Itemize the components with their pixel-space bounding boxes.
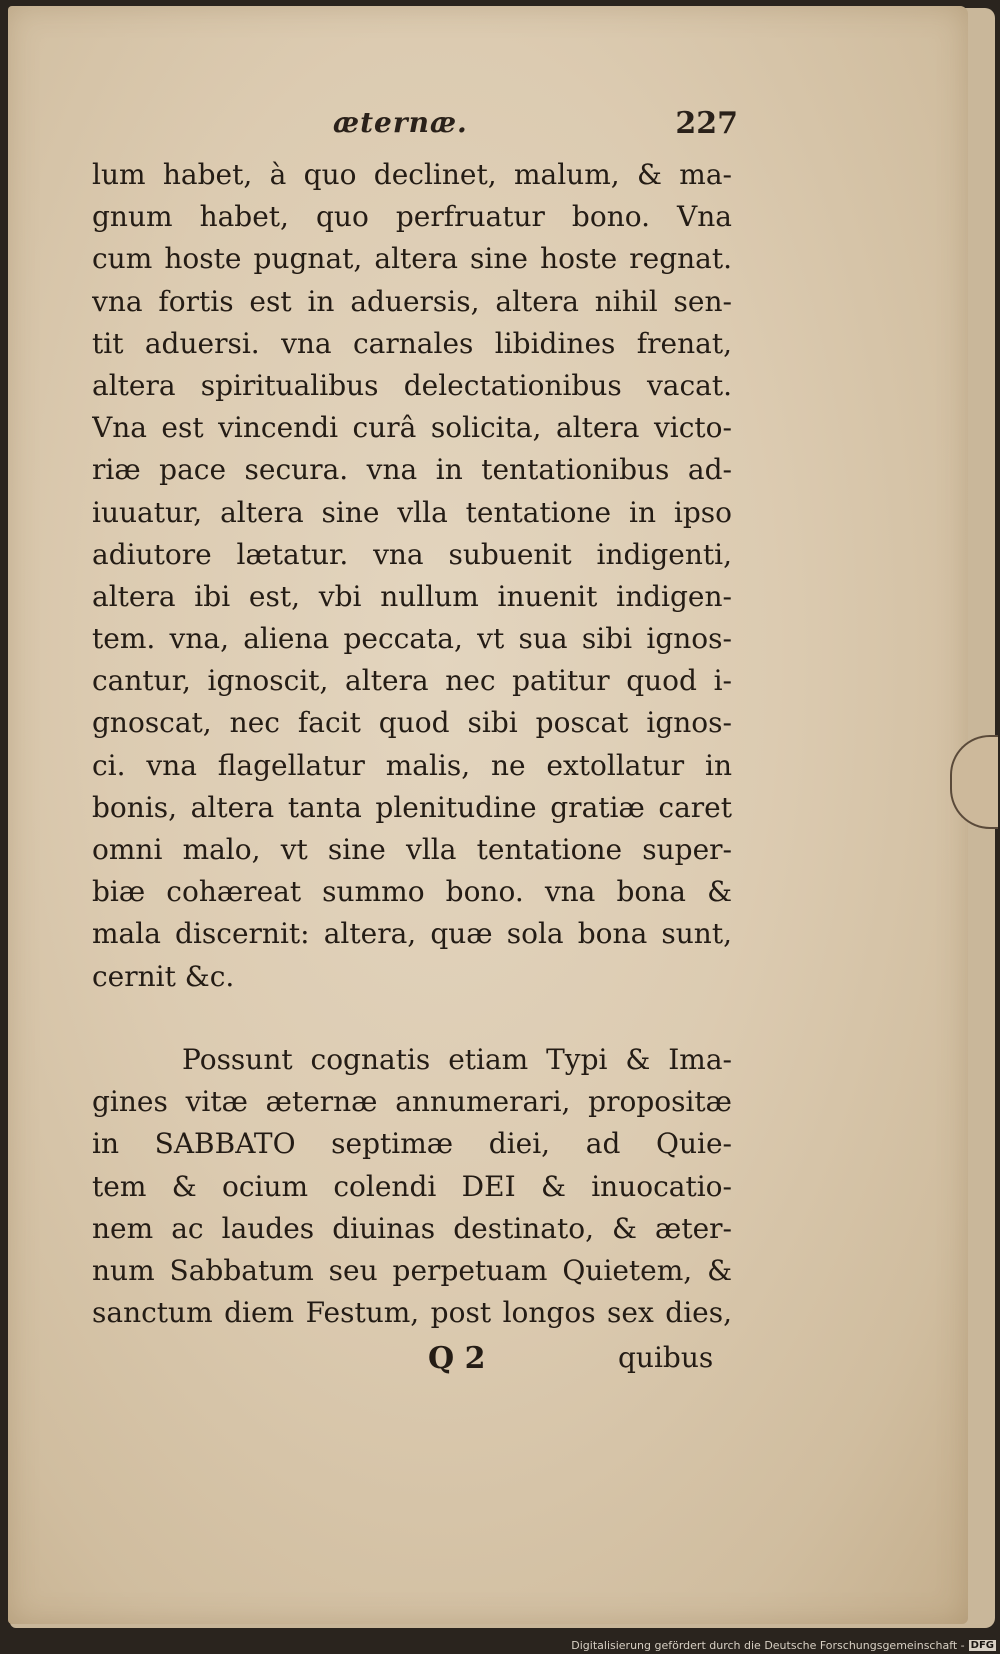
- running-head: æternæ.: [333, 106, 468, 139]
- text-line: tem & ocium colendi DEI & inuocatio-: [92, 1169, 732, 1203]
- text-line: lum habet, à quo declinet, malum, & ma-: [92, 158, 732, 191]
- text-line: tem. vna, aliena peccata, vt sua sibi ignos-: [92, 622, 732, 656]
- signature-mark: Q 2: [428, 1341, 486, 1376]
- text-line: tit aduersi. vna carnales libidines frenat,: [92, 326, 732, 360]
- text-line: omni malo, vt sine vlla tentatione super-: [92, 833, 732, 866]
- text-line: gines vitæ æternæ annumerari, propositæ: [92, 1085, 732, 1119]
- text-line: cernit &c.: [92, 959, 235, 993]
- text-line: biæ cohæreat summo bono. vna bona &: [92, 875, 732, 909]
- text-line: ci. vna flagellatur malis, ne extollatur in: [92, 748, 732, 782]
- text-line: cantur, ignoscit, altera nec patitur quod i-: [92, 664, 732, 698]
- text-line: cum hoste pugnat, altera sine hoste regnat.: [92, 242, 732, 276]
- paragraph-1: [92, 154, 732, 998]
- digitization-credit: [571, 1639, 996, 1652]
- text-line: gnum habet, quo perfruatur bono. Vna: [92, 200, 732, 234]
- catchword: quibus: [618, 1341, 714, 1374]
- text-line: vna fortis est in aduersis, altera nihil sen-: [92, 284, 732, 318]
- paragraph-2: [92, 1039, 732, 1334]
- text-line: bonis, altera tanta plenitudine gratiæ caret: [92, 790, 732, 824]
- text-line: Vna est vincendi curâ solicita, altera victo-: [92, 411, 732, 445]
- dfg-logo: DFG: [970, 1640, 994, 1651]
- text-line: num Sabbatum seu perpetuam Quietem, &: [92, 1253, 732, 1287]
- book-page: [8, 6, 968, 1624]
- text-line: gnoscat, nec facit quod sibi poscat ignos-: [92, 706, 732, 740]
- text-line: Possunt cognatis etiam Typi & Ima-: [182, 1043, 732, 1076]
- text-line: riæ pace secura. vna in tentationibus ad-: [92, 453, 732, 487]
- text-line: nem ac laudes diuinas destinato, & æter-: [92, 1211, 732, 1245]
- text-line: iuuatur, altera sine vlla tentatione in ipso: [92, 495, 732, 529]
- text-line: in SABBATO septimæ diei, ad Quie-: [92, 1127, 732, 1161]
- text-line: sanctum diem Festum, post longos sex dies,: [92, 1296, 732, 1330]
- credit-text: Digitalisierung gefördert durch die Deutsche Forschungsgemeinschaft -: [571, 1639, 965, 1652]
- page-number: 227: [675, 106, 738, 141]
- text-line: altera ibi est, vbi nullum inuenit indigen-: [92, 579, 732, 613]
- text-line: altera spiritualibus delectationibus vacat.: [92, 368, 732, 402]
- text-line: mala discernit: altera, quæ sola bona sunt,: [92, 917, 732, 951]
- text-line: adiutore lætatur. vna subuenit indigenti,: [92, 537, 732, 571]
